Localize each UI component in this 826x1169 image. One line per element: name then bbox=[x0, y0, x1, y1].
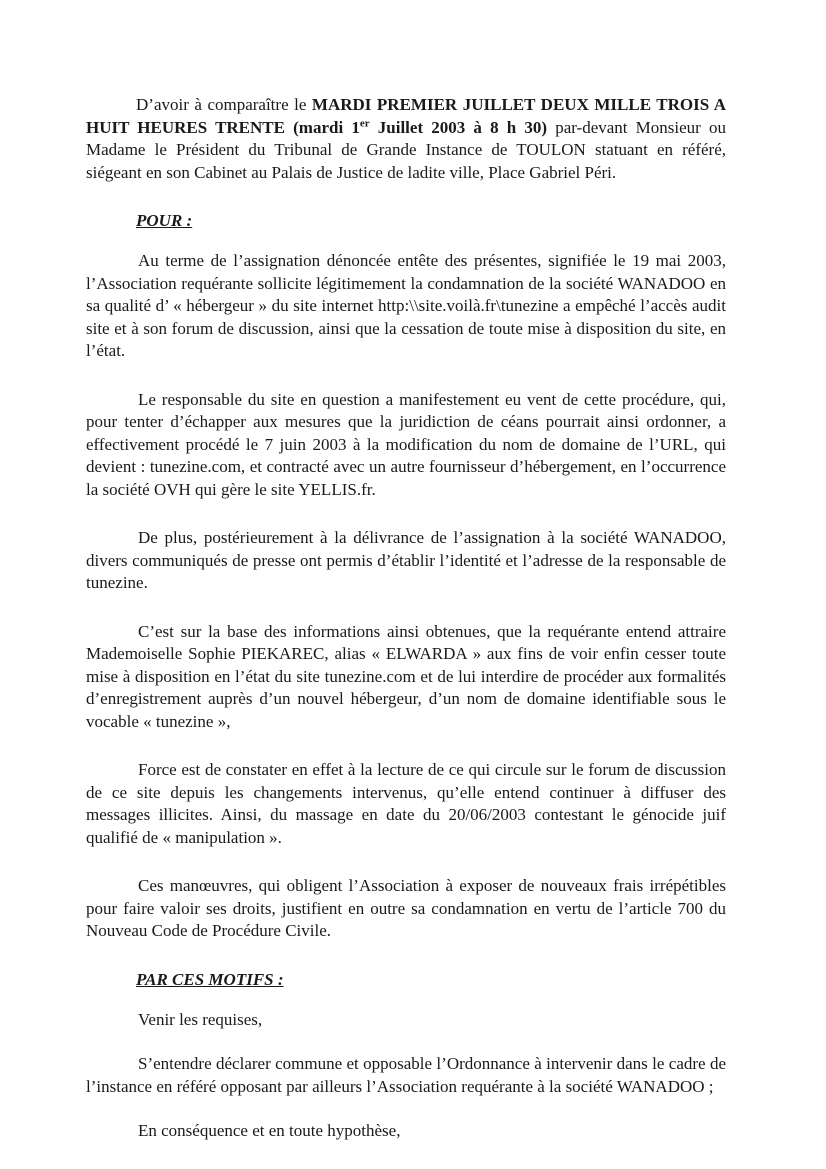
paragraph-venir: Venir les requises, bbox=[138, 1009, 263, 1029]
paragraph-consequence: En conséquence et en toute hypothèse, bbox=[138, 1121, 401, 1140]
paragraph-responsable: Le responsable du site en question a manifestement eu vent de cette procédure, qui, pour tenter d’échapper aux mesures que la juridiction de céans pourrait ainsi ordonner, a effectivement procédé le 7 juin 2003 à la modification du nom de domaine de l’URL, qui devient : tunezine.com, et contracté avec un autre fournisseur d’hébergement, en l’occurrence la société OVH qui gère le site YELLIS.fr. bbox=[86, 389, 726, 499]
paragraph-forum: Force est de constater en effet à la lecture de ce qui circule sur le forum de discussion de ce site depuis les changements intervenus, qu’elle entend continuer à diffuser des messages illicites. Ainsi, du massage en date du 20/06/2003 contestant le génocide juif qualifié de « manipulation ». bbox=[86, 760, 726, 847]
intro-rest: par-devant Monsieur ou Madame le Président du Tribunal de Grande Instance de TOULON statuant en référé, siégeant en son Cabinet au Palais de Justice de ladite ville, Place Gabriel Péri. bbox=[86, 117, 727, 182]
paragraph-communiques: De plus, postérieurement à la délivrance de l’assignation à la société WANADOO, divers communiqués de presse ont permis d’établir l’identité et l’adresse de la responsable de tunezine. bbox=[86, 528, 726, 592]
hearing-date-superscript: er bbox=[359, 116, 370, 129]
heading-par-ces-motifs: PAR CES MOTIFS : bbox=[136, 969, 284, 989]
hearing-date-paren-open: (mardi 1 bbox=[284, 117, 360, 137]
paragraph-manoeuvres: Ces manœuvres, qui obligent l’Association à exposer de nouveaux frais irrépétibles pour faire valoir ses droits, justifient en outre sa condamnation en vertu de l’article 700 du Nouveau Code de Procédure Civile. bbox=[86, 876, 726, 940]
heading-pour: POUR : bbox=[136, 211, 193, 230]
paragraph-attraire: C’est sur la base des informations ainsi obtenues, que la requérante entend attraire Mademoiselle Sophie PIEKAREC, alias « ELWARDA » aux fins de voir enfin cesser toute mise à disposition en l’état du site tunezine.com et de lui interdire de procéder aux formalités d’enregistrement auprès d’un nouvel hébergeur, d’un nom de domaine identifiable sous le vocable « tunezine », bbox=[86, 621, 726, 731]
hearing-date-paren-close: Juillet 2003 à 8 h 30) bbox=[369, 117, 548, 137]
hearing-date-bold: MARDI PREMIER JUILLET DEUX MILLE TROIS A HUIT HEURES TRENTE bbox=[86, 95, 727, 137]
paragraph-assignation: Au terme de l’assignation dénoncée entête des présentes, signifiée le 19 mai 2003, l’Association requérante sollicite légitimement la condamnation de la société WANADOO en sa qualité d’ « hébergeur » du site internet http:\\site.voilà.fr\tunezine a empêché l’accès audit site et à son forum de discussion, ainsi que la cessation de toute mise à disposition du site, en l’état. bbox=[86, 251, 726, 360]
paragraph-declarer: S’entendre déclarer commune et opposable l’Ordonnance à intervenir dans le cadre de l’instance en référé opposant par ailleurs l’Association requérante à la société WANADOO ; bbox=[86, 1054, 726, 1096]
intro-paragraph bbox=[86, 94, 726, 184]
intro-prefix: D’avoir à comparaître le bbox=[136, 95, 312, 114]
